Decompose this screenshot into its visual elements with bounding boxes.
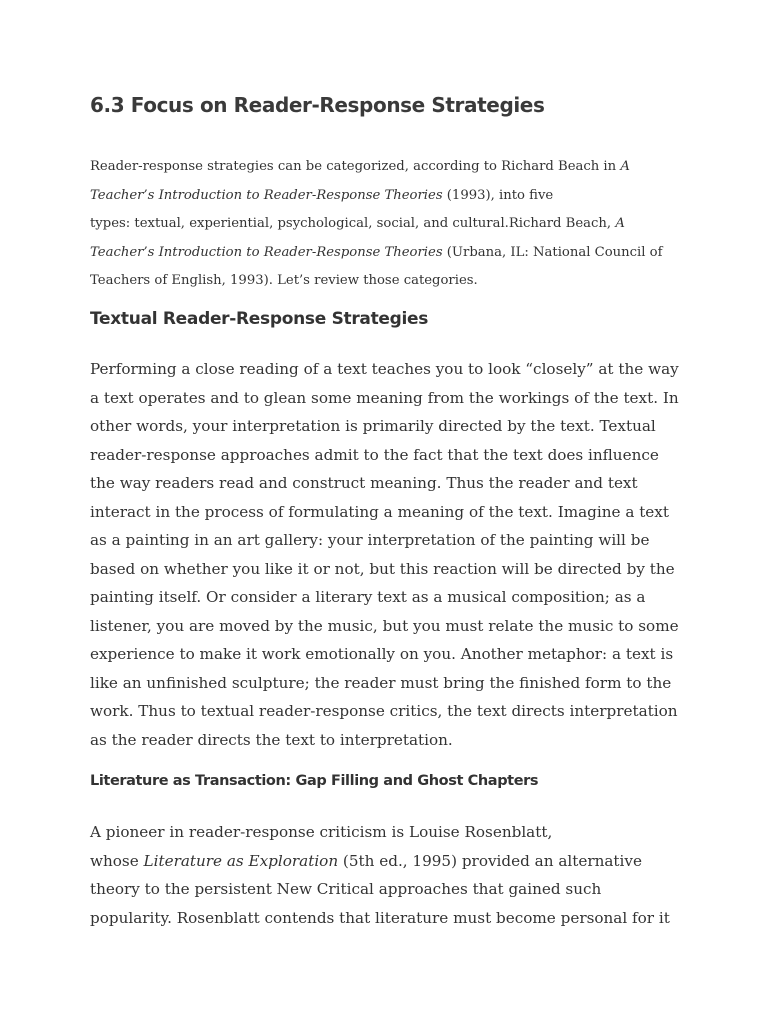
intro-line-2 bbox=[90, 182, 682, 211]
intro-line-2-text: (1993), into five bbox=[442, 187, 554, 203]
paragraph-line: painting itself. Or consider a literary text as a musical composition; as a bbox=[90, 588, 646, 606]
paragraph-line: A pioneer in reader-response criticism is Louise Rosenblatt, bbox=[90, 823, 553, 841]
paragraph-line: popularity. Rosenblatt contends that literature must become personal for it bbox=[90, 908, 670, 927]
paragraph-line: based on whether you like it or not, but this reaction will be directed by the bbox=[90, 559, 675, 578]
paragraph-line: as a painting in an art gallery: your interpretation of the painting will be bbox=[90, 531, 650, 549]
intro-paragraph bbox=[90, 153, 682, 296]
intro-line-1-italic: A bbox=[620, 159, 630, 174]
line-text: whose bbox=[90, 851, 144, 870]
intro-line-4 bbox=[90, 239, 682, 268]
paragraph-line: other words, your interpretation is primarily directed by the text. Textual bbox=[90, 417, 656, 435]
section-title: 6.3 Focus on Reader-Response Strategies bbox=[90, 93, 545, 117]
paragraph-line: interact in the process of formulating a meaning of the text. Imagine a text bbox=[90, 502, 669, 521]
paragraph-line: experience to make it work emotionally on you. Another metaphor: a text is bbox=[90, 645, 674, 663]
paragraph-line: Performing a close reading of a text teaches you to look “closely” at the way bbox=[90, 360, 679, 378]
intro-line-5: Teachers of English, 1993). Let’s review those categories. bbox=[90, 273, 478, 289]
intro-book-title: Teacher’s Introduction to Reader-Response Theories bbox=[90, 187, 443, 203]
textual-heading: Textual Reader-Response Strategies bbox=[90, 309, 429, 329]
intro-line-1 bbox=[90, 153, 682, 182]
paragraph-line: a text operates and to glean some meaning from the workings of the text. In bbox=[90, 388, 679, 407]
paragraph-line: the way readers read and construct meaning. Thus the reader and text bbox=[90, 474, 638, 492]
transaction-heading: Literature as Transaction: Gap Filling and Ghost Chapters bbox=[90, 773, 539, 789]
intro-line-4-text: (Urbana, IL: National Council of bbox=[442, 244, 663, 260]
transaction-paragraph bbox=[90, 818, 686, 932]
book-title-italic: Literature as Exploration bbox=[143, 851, 339, 870]
paragraph-line: as the reader directs the text to interpretation. bbox=[90, 730, 453, 749]
paragraph-line: theory to the persistent New Critical approaches that gained such bbox=[90, 880, 602, 898]
paragraph-line: listener, you are moved by the music, but you must relate the music to some bbox=[90, 616, 679, 635]
textual-paragraph bbox=[90, 355, 686, 754]
intro-line-1-text: Reader-response strategies can be categorized, according to Richard Beach in bbox=[90, 159, 621, 174]
intro-footnote-book-title: Teacher’s Introduction to Reader-Response Theories bbox=[90, 244, 443, 260]
paragraph-line: reader-response approaches admit to the fact that the text does influence bbox=[90, 445, 659, 464]
paragraph-line: work. Thus to textual reader-response critics, the text directs interpretation bbox=[90, 702, 678, 720]
intro-line-3-text: types: textual, experiential, psychological, social, and cultural.Richard Beach, bbox=[90, 216, 616, 232]
paragraph-line: like an unfinished sculpture; the reader must bring the finished form to the bbox=[90, 673, 672, 692]
paragraph-line bbox=[90, 847, 686, 876]
intro-line-3 bbox=[90, 210, 682, 239]
line-text: (5th ed., 1995) provided an alternative bbox=[338, 851, 642, 870]
intro-line-3-italic: A bbox=[615, 216, 625, 232]
